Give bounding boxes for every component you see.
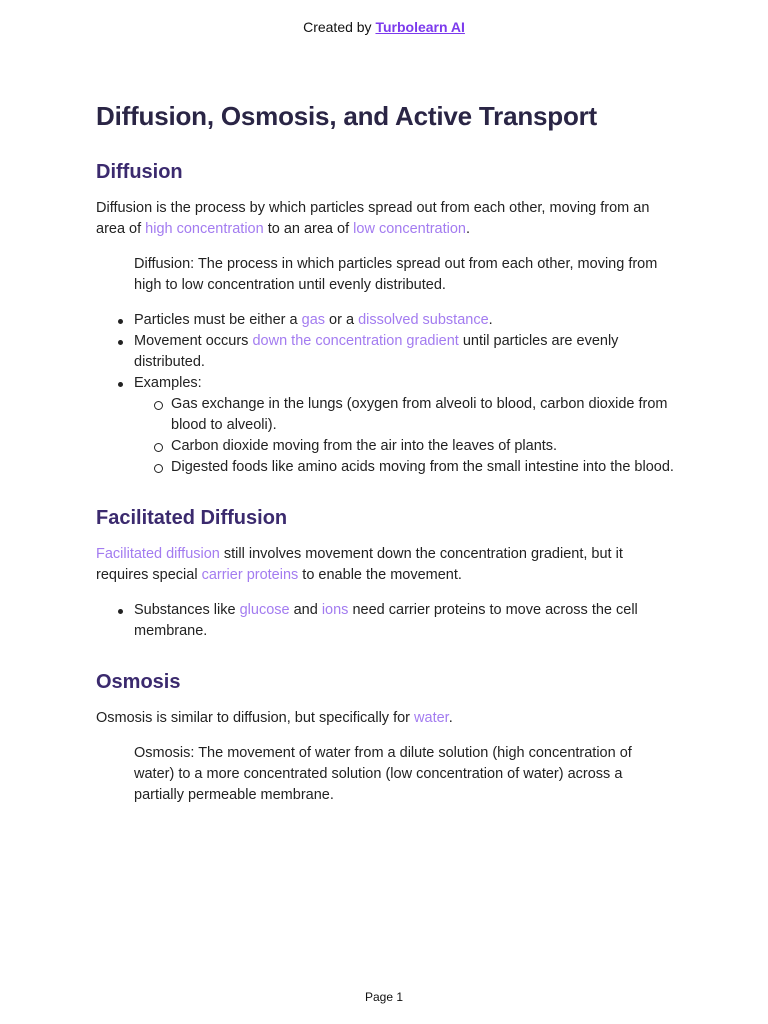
- highlight-term: ions: [321, 602, 349, 618]
- section-heading-osmosis: Osmosis: [96, 671, 181, 693]
- facilitated-bullet-list: [118, 600, 676, 642]
- page-header: [0, 19, 768, 35]
- document-body: [96, 98, 676, 826]
- list-item: Movement occurs down the concentration gradient until particles are evenly distributed.: [118, 331, 676, 373]
- highlight-term: high concentration: [145, 221, 264, 237]
- list-item: Substances like glucose and ions need carrier proteins to move across the cell membrane.: [118, 600, 676, 642]
- page-title: Diffusion, Osmosis, and Active Transport: [96, 101, 598, 131]
- examples-label: Examples:: [134, 375, 202, 391]
- list-item: Particles must be either a gas or a dissolved substance.: [118, 310, 676, 331]
- highlight-term: carrier proteins: [201, 567, 299, 583]
- highlight-term: glucose: [239, 602, 290, 618]
- highlight-term: gas: [301, 312, 326, 328]
- highlight-term: dissolved substance: [358, 312, 489, 328]
- diffusion-intro: Diffusion is the process by which particles spread out from each other, moving from an area of high concentration to an area of low concentration.: [96, 200, 650, 237]
- highlight-term: Facilitated diffusion: [96, 546, 220, 562]
- highlight-term: down the concentration gradient: [252, 333, 459, 349]
- osmosis-definition: Osmosis: The movement of water from a dilute solution (high concentration of water) to a more concentrated solution (low concentration of water) across a partially permeable membrane.: [134, 745, 632, 803]
- section-heading-facilitated-diffusion: Facilitated Diffusion: [96, 507, 288, 529]
- highlight-term: water: [414, 710, 449, 726]
- section-facilitated-diffusion: [96, 504, 676, 642]
- list-item: [118, 373, 676, 478]
- osmosis-intro: Osmosis is similar to diffusion, but specifically for water.: [96, 710, 453, 726]
- examples-sub-list: [154, 394, 676, 478]
- sub-list-item: Digested foods like amino acids moving from the small intestine into the blood.: [154, 457, 676, 478]
- section-diffusion: [96, 158, 676, 478]
- turbolearn-link[interactable]: Turbolearn AI: [375, 19, 465, 35]
- sub-list-item: Gas exchange in the lungs (oxygen from alveoli to blood, carbon dioxide from blood to alveoli).: [154, 394, 676, 436]
- diffusion-definition: Diffusion: The process in which particles spread out from each other, moving from high to low concentration until evenly distributed.: [134, 256, 658, 293]
- created-by-label: Created by: [303, 19, 376, 35]
- page-footer: Page 1: [364, 990, 404, 1004]
- sub-list-item: Carbon dioxide moving from the air into the leaves of plants.: [154, 436, 676, 457]
- facilitated-intro: Facilitated diffusion still involves movement down the concentration gradient, but it requires special carrier proteins to enable the movement.: [96, 546, 623, 583]
- highlight-term: low concentration: [353, 221, 466, 237]
- diffusion-bullet-list: [118, 310, 676, 478]
- section-osmosis: [96, 668, 676, 806]
- section-heading-diffusion: Diffusion: [96, 161, 183, 183]
